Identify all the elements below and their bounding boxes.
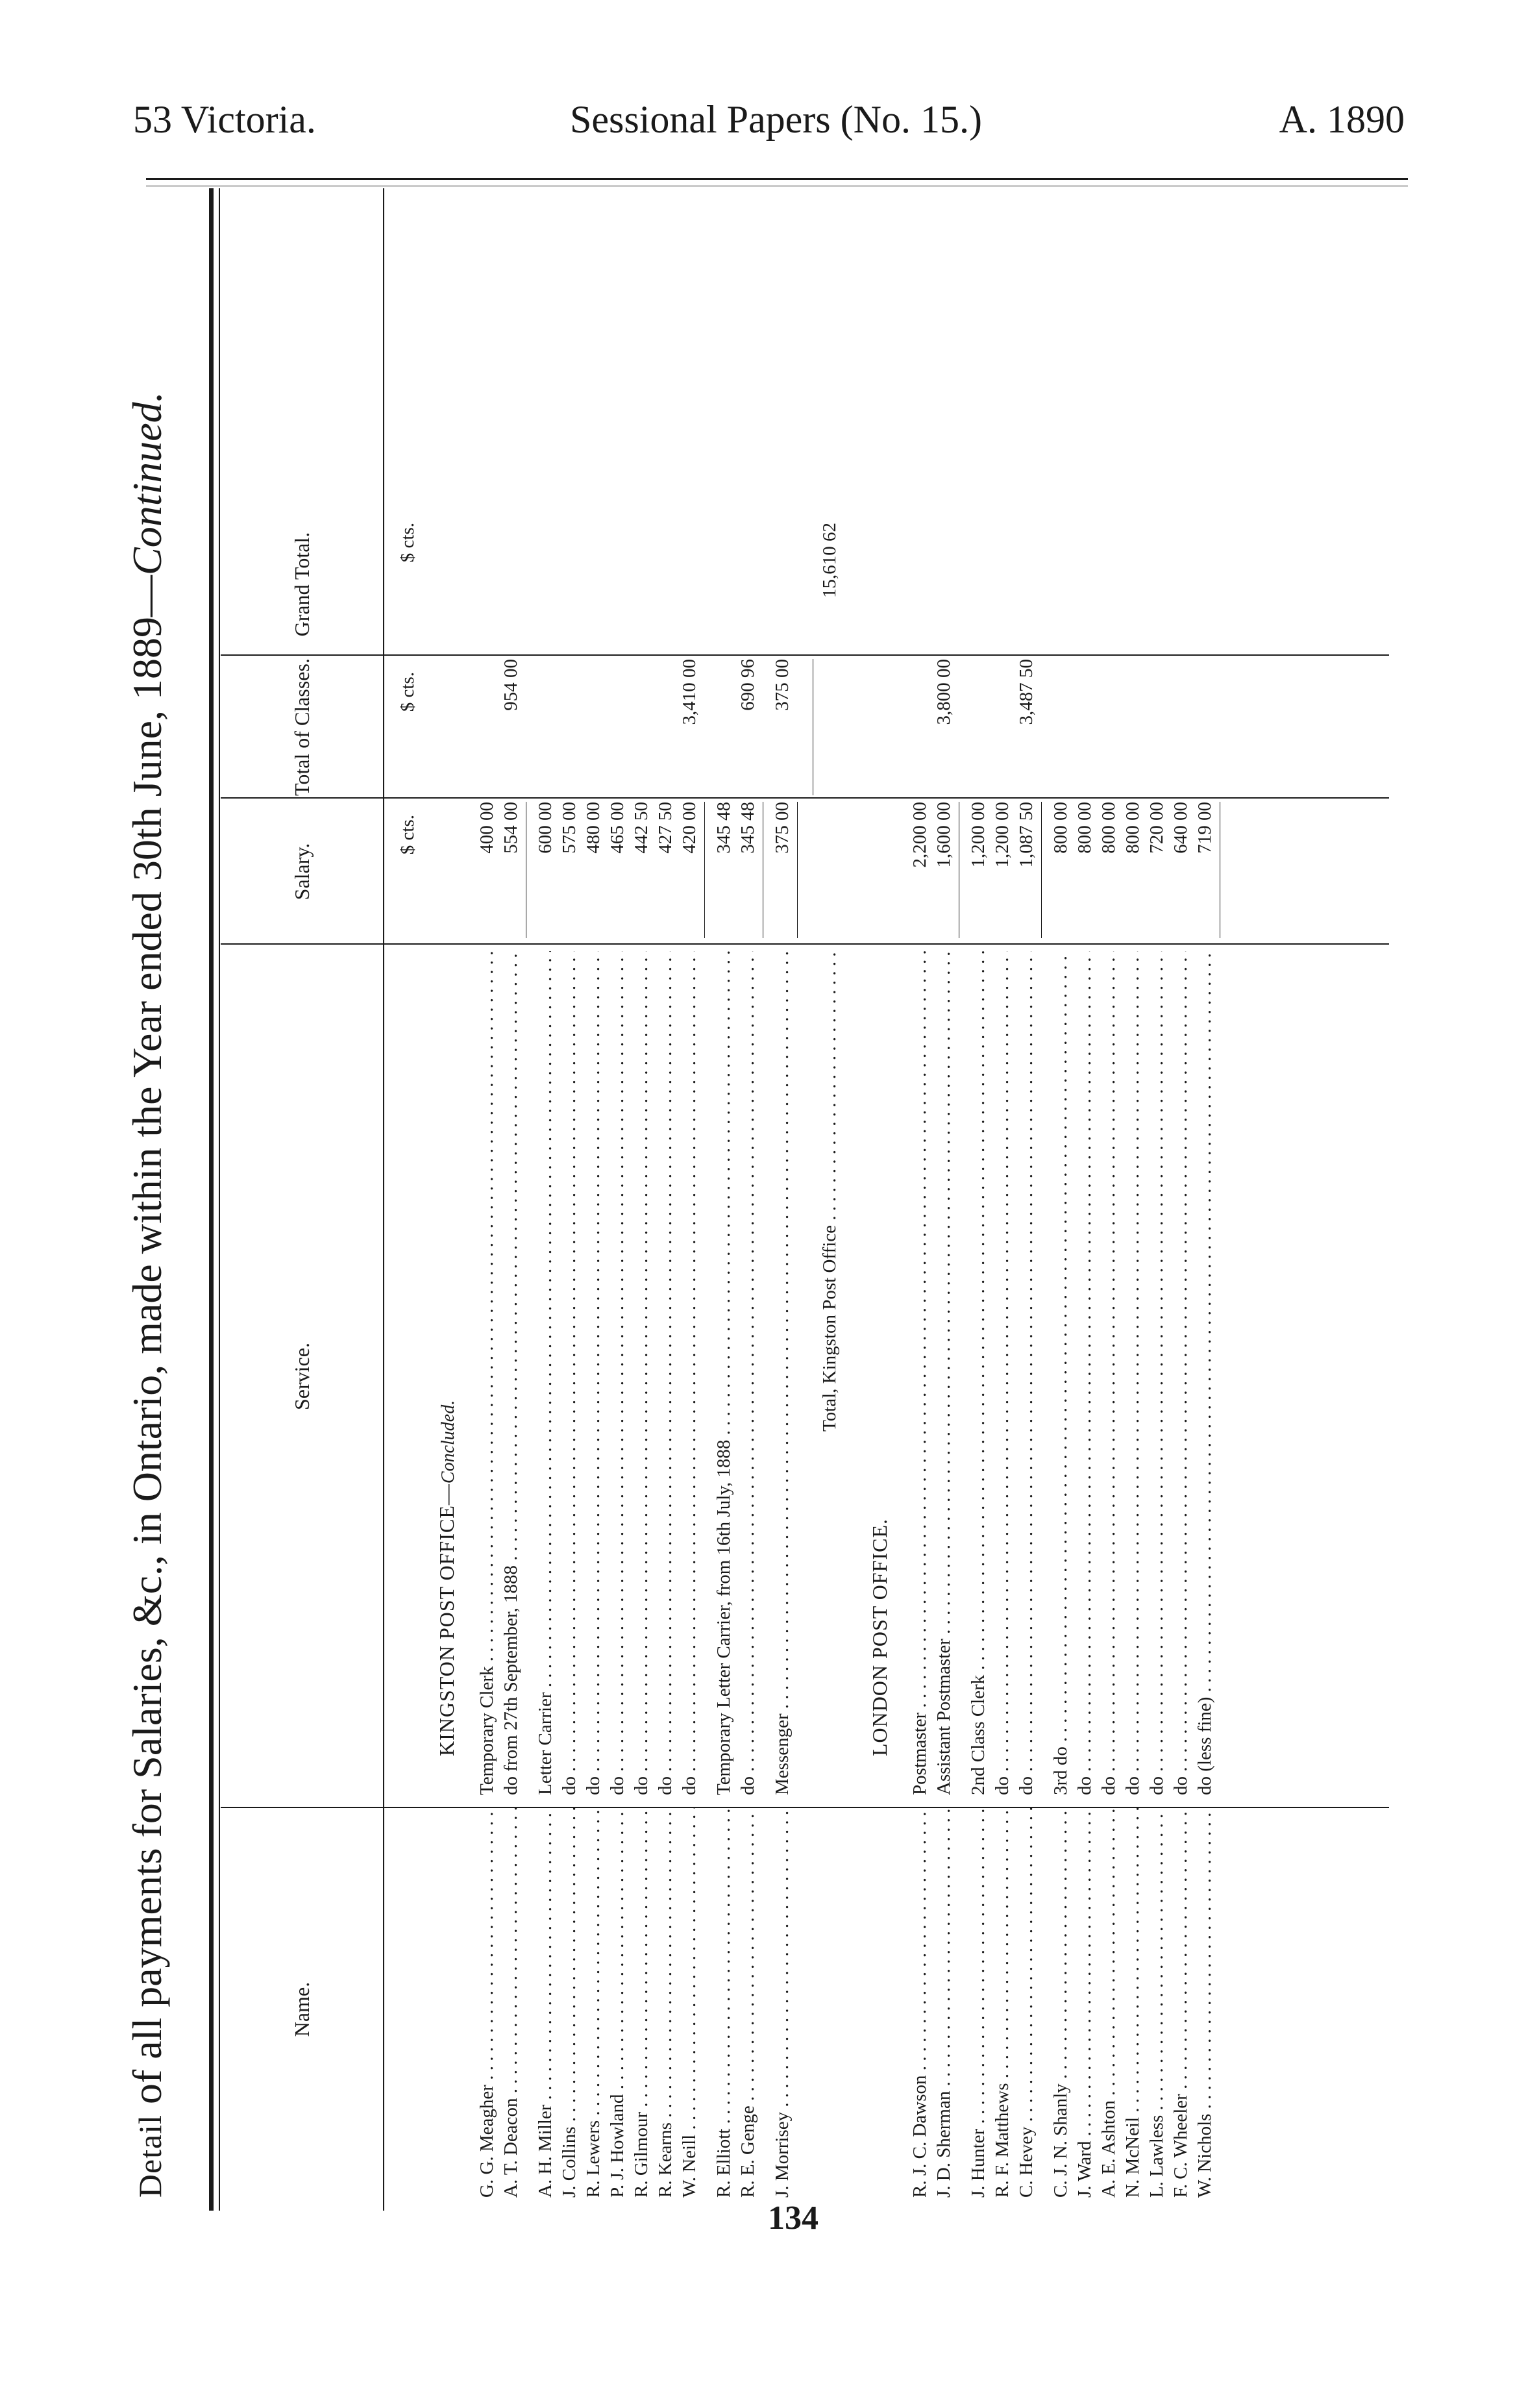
row-name: W. Nichols . . . [1193, 1808, 1216, 2198]
section-heading [435, 1400, 459, 1756]
row-service: do . . . [1121, 951, 1144, 1795]
row-service: do from 27th September, 1888 . . . [499, 951, 523, 1795]
col-head-total-classes: Total of Classes. [289, 658, 314, 796]
row-service: do . . . [736, 951, 759, 1795]
group-total: 954 00 [500, 659, 521, 711]
row-service: do . . . [1145, 951, 1168, 1795]
units-grand-total: $ cts. [397, 523, 418, 563]
row-salary: 345 48 [713, 802, 734, 854]
row-service: do . . . [1073, 951, 1096, 1795]
row-name: L. Lawless . . . [1145, 1808, 1168, 2198]
row-name: J. Hunter . . . [967, 1808, 990, 2198]
units-salary: $ cts. [397, 815, 418, 855]
col-head-service: Service. [289, 1343, 314, 1410]
header-rule [146, 178, 1408, 180]
row-name: R. F. Matthews . . . [991, 1808, 1014, 2198]
row-service: do . . . [630, 951, 653, 1795]
section-total-label: Total, Kingston Post Office . . . [818, 951, 841, 1432]
row-salary: 720 00 [1146, 802, 1167, 854]
row-service: do . . . [558, 951, 581, 1795]
row-service: do . . . [991, 951, 1014, 1795]
col-head-grand-total: Grand Total. [289, 532, 314, 637]
row-service: do (less fine) . . . [1193, 951, 1216, 1795]
units-total-classes: $ cts. [397, 672, 418, 712]
row-name: A. E. Ashton . . . [1097, 1808, 1120, 2198]
row-salary: 442 50 [631, 802, 652, 854]
row-salary: 640 00 [1170, 802, 1191, 854]
table-top-rule-thin [219, 188, 220, 2211]
row-service: do . . . [1015, 951, 1038, 1795]
row-service: Temporary Clerk . . . [475, 951, 499, 1795]
row-salary: 800 00 [1074, 802, 1095, 854]
salary-group-rule [797, 802, 798, 938]
row-service: do . . . [654, 951, 677, 1795]
salary-group-rule [1041, 802, 1042, 938]
row-service: do . . . [678, 951, 701, 1795]
row-name: W. Neill . . . [678, 1808, 701, 2198]
row-name: P. J. Howland . . . [606, 1808, 629, 2198]
row-salary: 800 00 [1122, 802, 1143, 854]
table-top-rule [209, 188, 214, 2211]
row-salary: 400 00 [476, 802, 497, 854]
row-service: Messenger . . . [770, 951, 794, 1795]
row-salary: 719 00 [1194, 802, 1215, 854]
group-total: 375 00 [772, 659, 793, 711]
row-salary: 800 00 [1098, 802, 1119, 854]
row-name: R. J. C. Dawson . . . [908, 1808, 931, 2198]
salary-group-rule [704, 802, 705, 938]
row-name: J. Ward . . . [1073, 1808, 1096, 2198]
row-salary: 554 00 [500, 802, 521, 854]
row-salary: 375 00 [772, 802, 793, 854]
group-total: 3,800 00 [933, 659, 954, 725]
row-salary: 345 48 [737, 802, 758, 854]
page-number: 134 [768, 2200, 819, 2237]
row-name: R. Gilmour . . . [630, 1808, 653, 2198]
running-header-right: A. 1890 [1279, 98, 1405, 141]
row-salary: 2,200 00 [909, 802, 930, 868]
column-head-rule [383, 188, 384, 2211]
row-name: J. Morrisey . . . [770, 1808, 794, 2198]
row-service: do . . . [606, 951, 629, 1795]
row-salary: 1,600 00 [933, 802, 954, 868]
row-salary: 575 00 [559, 802, 580, 854]
row-salary: 480 00 [583, 802, 604, 854]
row-name: J. D. Sherman . . . [932, 1808, 955, 2198]
col-head-salary: Salary. [289, 843, 314, 900]
row-salary: 600 00 [535, 802, 556, 854]
row-name: J. Collins . . . [558, 1808, 581, 2198]
row-name: R. Elliott . . . [712, 1808, 735, 2198]
row-name: R. Kearns . . . [654, 1808, 677, 2198]
row-name: A. H. Miller . . . [534, 1808, 557, 2198]
row-service: do . . . [1169, 951, 1192, 1795]
group-total: 690 96 [737, 659, 758, 711]
row-name: R. Lewers . . . [582, 1808, 605, 2198]
row-salary: 465 00 [607, 802, 628, 854]
row-name: C. J. N. Shanly . . . [1049, 1808, 1072, 2198]
row-service: 2nd Class Clerk . . . [967, 951, 990, 1795]
row-name: A. T. Deacon . . . [499, 1808, 523, 2198]
column-divider [221, 797, 1389, 799]
section-heading [868, 1519, 892, 1756]
row-salary: 420 00 [679, 802, 700, 854]
row-service: Postmaster . . . [908, 951, 931, 1795]
row-service: do . . . [582, 951, 605, 1795]
row-name: C. Hevey . . . [1015, 1808, 1038, 2198]
row-salary: 1,200 00 [992, 802, 1013, 868]
section-heading-text: KINGSTON POST OFFICE— [435, 1483, 458, 1756]
column-divider [221, 654, 1389, 656]
row-service: 3rd do . . . [1049, 951, 1072, 1795]
row-service: do . . . [1097, 951, 1120, 1795]
title-lead: Detail [132, 2115, 168, 2198]
group-total: 3,410 00 [679, 659, 700, 725]
column-divider [221, 943, 1389, 945]
row-salary: 1,087 50 [1016, 802, 1037, 868]
row-salary: 800 00 [1050, 802, 1071, 854]
rotated-table-page [97, 188, 1402, 2211]
running-header-left: 53 Victoria. [133, 98, 316, 141]
row-name: R. E. Genge . . . [736, 1808, 759, 2198]
section-grand-total: 15,610 62 [819, 523, 840, 598]
row-name: G. G. Meagher . . . [475, 1808, 499, 2198]
row-name: F. C. Wheeler . . . [1169, 1808, 1192, 2198]
table-title [123, 391, 171, 2198]
row-name: N. McNeil . . . [1121, 1808, 1144, 2198]
title-continued: Continued. [124, 391, 170, 575]
row-service: Assistant Postmaster . . . [932, 951, 955, 1795]
section-heading-note: Concluded. [438, 1400, 458, 1484]
section-heading-text: LONDON POST OFFICE. [868, 1518, 891, 1756]
title-main: of all payments for Salaries, &c., in Ontario, made within the Year ended 30th June, 1889— [124, 575, 170, 2105]
row-salary: 1,200 00 [968, 802, 989, 868]
row-salary: 427 50 [655, 802, 676, 854]
col-head-name: Name. [289, 1981, 314, 2037]
running-header-center: Sessional Papers (No. 15.) [570, 98, 982, 141]
row-service: Letter Carrier . . . [534, 951, 557, 1795]
row-service: Temporary Letter Carrier, from 16th July, 1888 . . . [712, 951, 735, 1795]
group-total: 3,487 50 [1016, 659, 1037, 725]
